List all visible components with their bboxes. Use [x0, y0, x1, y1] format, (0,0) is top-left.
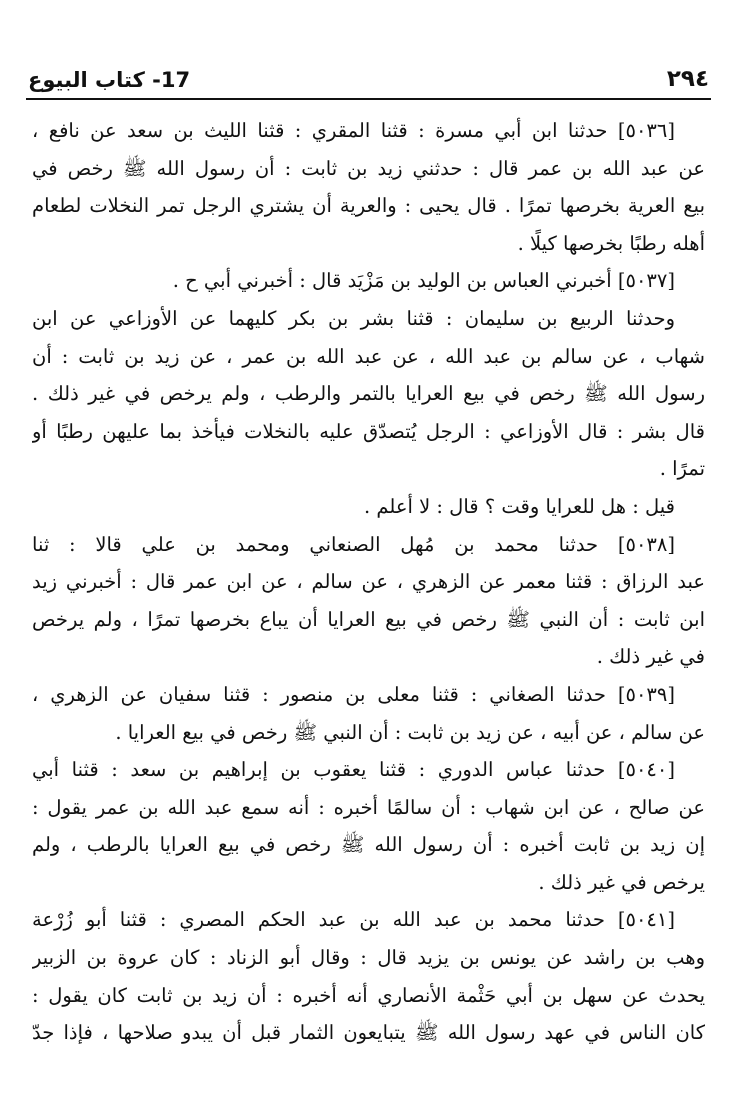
text-line: يحدث عن سهل بن أبي حَثْمة الأنصاري أنه أخبره : أن زيد بن ثابت كان يقول : — [32, 983, 705, 1007]
text-line: وحدثنا الربيع بن سليمان : قثنا بشر بن بكر كليهما عن الأوزاعي عن ابن — [32, 306, 675, 330]
text-line: كان الناس في عهد رسول الله ﷺ يتبايعون الثمار قبل أن يبدو صلاحها ، فإذا جدّ — [32, 1021, 705, 1045]
text-line: رسول الله ﷺ رخص في بيع العرايا بالتمر والرطب ، ولم يرخص في غير ذلك . — [32, 382, 705, 406]
text-line: قال بشر : قال الأوزاعي : الرجل يُتصدّق عليه بالنخلات فيأخذ بما عليهن رطبًا أو — [32, 419, 705, 443]
text-line: [٥٠٣٩] حدثنا الصغاني : قثنا معلى بن منصور : قثنا سفيان عن الزهري ، — [32, 682, 675, 706]
text-line: في غير ذلك . — [596, 645, 705, 669]
text-line: بيع العرية بخرصها تمرًا . قال يحيى : والعرية أن يشتري الرجل تمر النخلات لطعام — [32, 194, 705, 218]
text-line: إن زيد بن ثابت أخبره : أن رسول الله ﷺ رخص في بيع العرايا بالرطب ، ولم — [32, 833, 705, 857]
page-number: ٢٩٤ — [666, 66, 709, 92]
text-line: يرخص في غير ذلك . — [538, 870, 705, 894]
text-line: وهب بن راشد عن يونس بن يزيد قال : وقال أبو الزناد : كان عروة بن الزبير — [32, 946, 705, 970]
page-body — [32, 112, 705, 1052]
text-line: عن عبد الله بن عمر قال : حدثني زيد بن ثابت : أن رسول الله ﷺ رخص في — [32, 156, 705, 180]
text-line: شهاب ، عن سالم بن عبد الله ، عن عبد الله بن عمر ، عن زيد بن ثابت : أن — [32, 344, 705, 368]
chapter-title: 17- كتاب البيوع — [28, 68, 191, 92]
text-line: [٥٠٤٠] حدثنا عباس الدوري : قثنا يعقوب بن إبراهيم بن سعد : قثنا أبي — [32, 758, 675, 782]
text-line: [٥٠٣٦] حدثنا ابن أبي مسرة : قثنا المقري : قثنا الليث بن سعد عن نافع ، — [32, 119, 675, 142]
page-header — [28, 58, 709, 92]
text-line: [٥٠٣٧] أخبرني العباس بن الوليد بن مَزْيَد قال : أخبرني أبي ح . — [172, 269, 675, 293]
text-line: قيل : هل للعرايا وقت ؟ قال : لا أعلم . — [364, 494, 675, 518]
text-line: [٥٠٣٨] حدثنا محمد بن مُهل الصنعاني ومحمد بن علي قالا : ثنا — [32, 532, 675, 556]
header-rule — [26, 98, 711, 100]
text-line: أهله رطبًا بخرصها كيلًا . — [517, 231, 705, 255]
text-line: ابن ثابت : أن النبي ﷺ رخص في بيع العرايا أن يباع بخرصها تمرًا ، ولم يرخص — [32, 607, 705, 631]
text-line: عن سالم ، عن أبيه ، عن زيد بن ثابت : أن النبي ﷺ رخص في بيع العرايا . — [115, 720, 705, 744]
text-line: عن صالح ، عن ابن شهاب : أن سالمًا أخبره : أنه سمع عبد الله بن عمر يقول : — [32, 795, 705, 819]
text-line: [٥٠٤١] حدثنا محمد بن عبد الله بن عبد الحكم المصري : قثنا أبو زُرْعة — [32, 908, 675, 932]
text-line: تمرًا . — [659, 457, 705, 481]
text-line: عبد الرزاق : قثنا معمر عن الزهري ، عن سالم ، عن ابن عمر قال : أخبرني زيد — [32, 570, 705, 594]
